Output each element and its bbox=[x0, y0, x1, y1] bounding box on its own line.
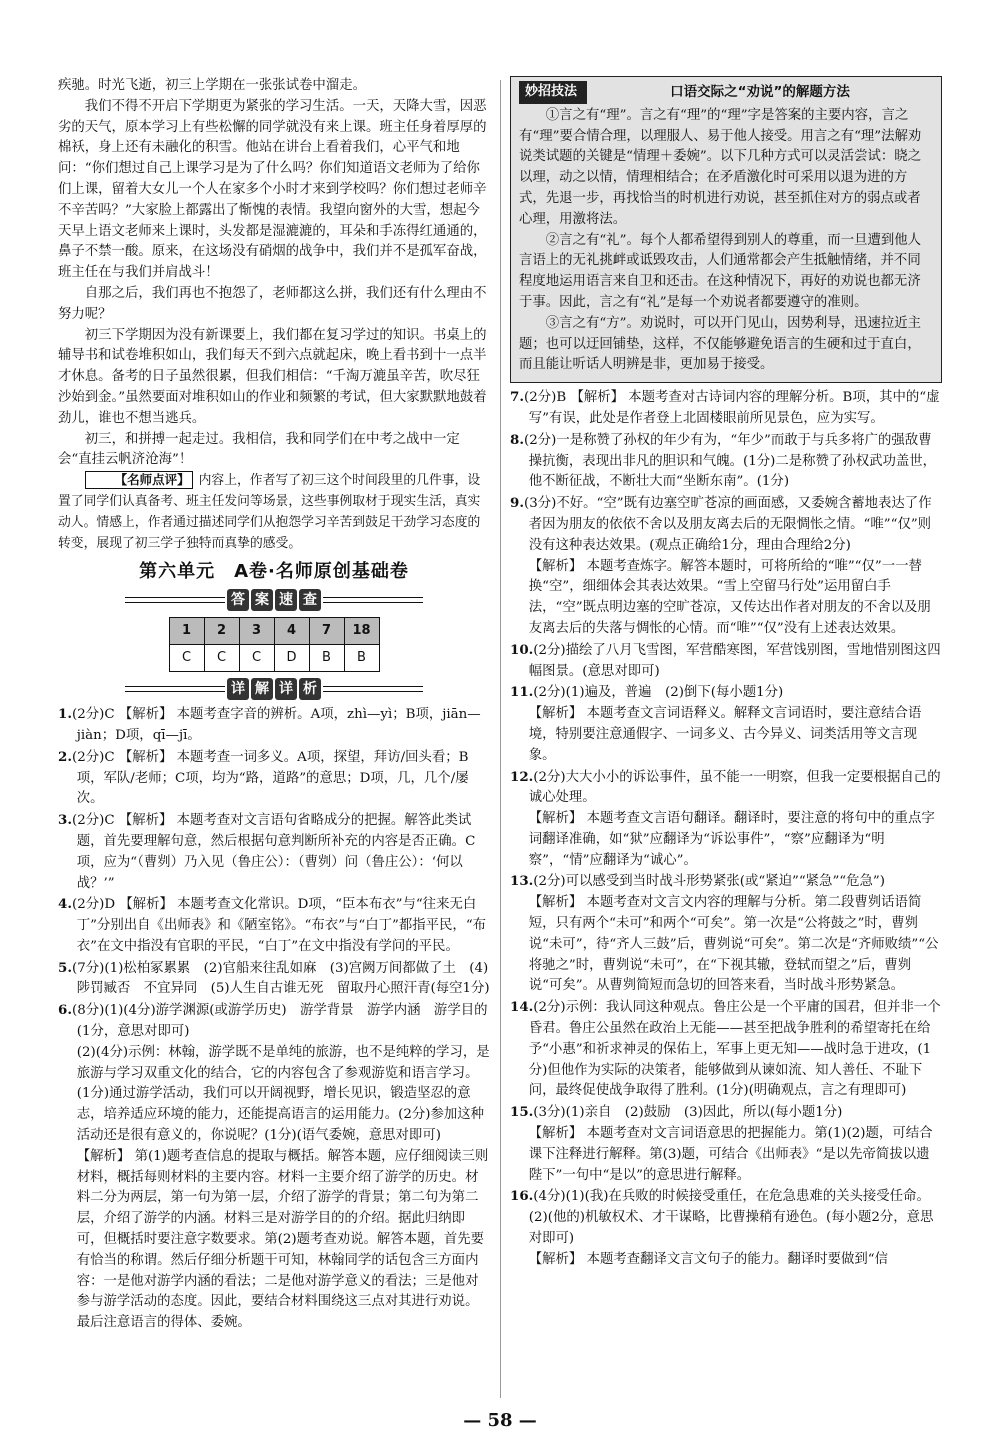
item-number: 2. bbox=[58, 748, 72, 765]
detail-banner bbox=[58, 678, 490, 700]
answer-item bbox=[510, 871, 942, 997]
right-column bbox=[510, 76, 942, 1271]
left-column bbox=[58, 76, 490, 1334]
item-text: (2分)B 【解析】 本题考查对古诗词内容的理解分析。B项，其中的“虚写”有误，此处是作者登上北固楼眼前所见景色，应为实写。 bbox=[523, 390, 940, 426]
item-text: (2)(4分)示例：林翰，游学既不是单纯的旅游，也不是纯粹的学习，是旅游与学习双重文化的结合，它的内容包含了参观游览和语言学习。(1分)通过游学活动，我们可以开阔视野，增长见识，锻造坚忍的意志，培养适应环境的能力，还能提高语言的运用能力。(2分)参加这种活动还是很有意义的，你说呢？(1分)(语气委婉，意思对即可) bbox=[76, 1044, 490, 1144]
answer-item bbox=[510, 1102, 942, 1186]
teacher-comment bbox=[58, 471, 490, 554]
answer-item bbox=[58, 1000, 490, 1334]
item-number: 16. bbox=[510, 1188, 534, 1205]
banner-char: 详 bbox=[275, 678, 297, 700]
banner-char: 案 bbox=[251, 589, 273, 611]
item-text: 【解析】 本题考查翻译文言文句子的能力。翻译时要做到“信 bbox=[528, 1251, 889, 1267]
question-number: 1 bbox=[169, 618, 204, 645]
tip-box bbox=[510, 76, 942, 383]
item-text: (2分)一是称赞了孙权的年少有为，“年少”而敢于与兵多将广的强敌曹操抗衡，表现出非凡的胆识和气魄。(1分)二是称赞了孙权武功盖世，他不断征战，不断壮大而“坐断东南”。(1分) bbox=[523, 432, 937, 490]
answer-item bbox=[58, 810, 490, 894]
item-text: (4分)(1)(我)在兵败的时候接受重任，在危急患难的关头接受任命。 bbox=[533, 1189, 930, 1205]
item-text: (2分)可以感受到当时战斗形势紧张(或“紧迫”“紧急”“危急”) bbox=[533, 874, 885, 890]
essay bbox=[58, 76, 490, 471]
item-text: (3分)(1)亲自 (2)鼓励 (3)因此，所以(每小题1分) bbox=[533, 1105, 843, 1121]
answer-item bbox=[510, 387, 942, 430]
banner-char: 详 bbox=[227, 678, 249, 700]
item-number: 7. bbox=[510, 389, 524, 406]
item-text: (2分)大大小小的诉讼事件，虽不能一一明察，但我一定要根据自己的诚心处理。 bbox=[528, 769, 941, 806]
item-text: 【解析】 本题考查对文言词语意思的把握能力。第(1)(2)题，可结合课下注释进行解释。第(3)题，可结合《出师表》“是以先帝简拔以遗陛下”一句中“是以”的意思进行解释。 bbox=[528, 1126, 933, 1183]
item-number: 1. bbox=[58, 706, 72, 723]
comment-text: 内容上，作者写了初三这个时间段里的几件事，设置了同学们认真备考、班主任发问等场景，这些事例取材于现实生活，真实动人。情感上，作者通过描述同学们从抱怨学习辛苦到鼓足干劲学习态度的转变，展现了初三学子独特而真挚的感受。 bbox=[58, 473, 481, 551]
item-text: (8分)(1)(4分)游学渊源(或游学历史) 游学背景 游学内涵 游学目的(1分，意思对即可) bbox=[71, 1003, 488, 1040]
question-number: 18 bbox=[344, 618, 379, 645]
item-text: 【解析】 本题考查对文言文内容的理解与分析。第二段曹刿话语简短，只有两个“未可”和两个“可矣”。第一次是“公将鼓之”时，曹刿说“未可”，待“齐人三鼓”后，曹刿说“可矣”。第二次是“齐师败绩”“公将驰之”时，曹刿说“未可”，在“下视其辙，登轼而望之”后，曹刿说“可矣”。从曹刿简短而急切的回答来看，当时战斗形势紧急。 bbox=[528, 895, 939, 994]
item-number: 13. bbox=[510, 873, 534, 890]
answer-item bbox=[510, 430, 942, 493]
answer-letter: B bbox=[309, 645, 344, 672]
unit-title: 第六单元 A卷·名师原创基础卷 bbox=[139, 561, 409, 583]
left-answer-list bbox=[58, 704, 490, 1334]
answer-item bbox=[510, 767, 942, 872]
answer-item bbox=[58, 958, 490, 1001]
question-number: 2 bbox=[204, 618, 239, 645]
answer-item bbox=[510, 1186, 942, 1270]
essay-paragraph: 自那之后，我们再也不抱怨了，老师都这么拼，我们还有什么理由不努力呢？ bbox=[58, 285, 487, 322]
right-answer-list bbox=[510, 387, 942, 1270]
item-text: (2分)D 【解析】 本题考查文化常识。D项，“臣本布衣”与“往来无白丁”分别出自《出师表》和《陋室铭》。“布衣”与“白丁”都指平民，“布衣”在文中指没有官职的平民，“白丁”在文中指没有学问的平民。 bbox=[71, 897, 487, 954]
item-text: (2分)(1)遍及，普遍 (2)倒下(每小题1分) bbox=[533, 685, 784, 701]
item-number: 5. bbox=[58, 959, 72, 976]
tip-title: 口语交际之“劝说”的解题方法 bbox=[670, 84, 850, 100]
essay-paragraph: 初三，和拼搏一起走过。我相信，我和同学们在中考之战中一定会“直挂云帆济沧海”！ bbox=[58, 431, 460, 468]
item-number: 11. bbox=[510, 684, 534, 701]
item-text: 【解析】 本题考查文言词语释义。解释文言词语时，要注意结合语境，特别要注意通假字、一词多义、古今异义、词类活用等文言现象。 bbox=[528, 706, 922, 763]
essay-paragraph: 初三下学期因为没有新课要上，我们都在复习学过的知识。书桌上的辅导书和试卷堆积如山，我们每天不到六点就起床，晚上看书到十一点半才休息。备考的日子虽然很累，但我们相信：“千淘万漉虽辛苦，吹尽狂沙始到金。”虽然要面对堆积如山的作业和频繁的考试，但大家默默地鼓着劲儿，谁也不想当逃兵。 bbox=[58, 327, 487, 426]
page-number: — 58 — bbox=[463, 1410, 537, 1431]
essay-paragraph: 我们不得不开启下学期更为紧张的学习生活。一天，天降大雪，因恶劣的天气，原本学习上有些松懈的同学就没有来上课。班主任身着厚厚的棉袄，身上还有未融化的积雪。他站在讲台上看着我们，心平气和地问：“你们想过自己上课学习是为了什么吗？你们知道语文老师为了给你们上课，留着大女儿一个人在家多个小时才来到学校吗？你们想过老师辛不辛苦吗？”大家脸上都露出了惭愧的表情。我望向窗外的大雪，想起今天早上语文老师来上课时，头发都是湿漉漉的，耳朵和手冻得红通通的，鼻子不禁一酸。原来，在这场没有硝烟的战争中，我们并不是孤军奋战，班主任在与我们并肩战斗！ bbox=[58, 98, 487, 281]
item-text: 【解析】 本题考查文言语句翻译。翻译时，要注意的将句中的重点字词翻译准确，如“狱”应翻译为“诉讼事件”，“察”应翻译为“明察”，“情”应翻译为“诚心”。 bbox=[528, 811, 935, 868]
question-number: 3 bbox=[239, 618, 274, 645]
answer-number-row bbox=[169, 618, 379, 645]
answer-letter: B bbox=[344, 645, 379, 672]
item-text: (2)(他的)机敏权术、才干谋略，比曹操稍有逊色。(每小题2分，意思对即可) bbox=[528, 1210, 934, 1247]
tip-paragraph: ③言之有“方”。劝说时，可以开门见山，因势利导，迅速拉近主题；也可以迂回铺垫，这样，不仅能够避免语言的生硬和过于直白，而且能让听话人明辨是非，更加易于接受。 bbox=[519, 315, 922, 373]
tip-tag: 妙招技法 bbox=[519, 81, 587, 104]
answer-letter: C bbox=[204, 645, 239, 672]
answer-letter: D bbox=[274, 645, 309, 672]
banner-char: 查 bbox=[299, 589, 321, 611]
answer-item bbox=[58, 747, 490, 810]
item-number: 14. bbox=[510, 999, 534, 1016]
answer-item bbox=[58, 704, 490, 747]
answer-item bbox=[510, 493, 942, 640]
answer-letter: C bbox=[239, 645, 274, 672]
answer-letter-row bbox=[169, 645, 379, 672]
item-number: 12. bbox=[510, 768, 534, 785]
item-text: (2分)C 【解析】 本题考查字音的辨析。A项，zhì—yì；B项，jiān—jiàn；D项，qī—jī。 bbox=[71, 707, 481, 743]
item-text: (3分)不好。“空”既有边塞空旷苍凉的画面感，又委婉含蓄地表达了作者因为朋友的依依不舍以及朋友离去后的无限惆怅之情。“唯”“仅”则没有这种表达效果。(观点正确给1分，理由合理给2分) bbox=[523, 496, 932, 553]
tip-paragraph: ①言之有“理”。言之有“理”的“理”字是答案的主要内容，言之有“理”要合情合理，以理服人、易于他人接受。用言之有“理”法解劝说类试题的关键是“情理＋委婉”。以下几种方式可以灵活尝试：晓之以理，动之以情，情理相结合；在矛盾激化时可采用以退为进的方式，先退一步，再找恰当的时机进行劝说，甚至抓住对方的弱点或者心理，用激将法。 bbox=[519, 107, 922, 227]
item-text: 【解析】 第(1)题考查信息的提取与概括。解答本题，应仔细阅读三则材料，概括每则材料的主要内容。材料一主要介绍了游学的历史。材料二分为两层，第一句为第一层，介绍了游学的背景；第二句为第二层，介绍了游学的内涵。材料三是对游学目的的介绍。据此归纳即可，但概括时要注意字数要求。第(2)题考查劝说。解答本题，首先要有恰当的称谓。然后仔细分析题干可知，林翰同学的话包含三方面内容：一是他对游学内涵的看法；二是他对游学意义的看法；三是他对参与游学活动的态度。因此，要结合材料围绕这三点对其进行劝说。最后注意语言的得体、委婉。 bbox=[76, 1148, 489, 1331]
item-text: (2分)C 【解析】 本题考查一词多义。A项，探望，拜访/回头看；B项，军队/老师；C项，均为“路，道路”的意思；D项，几，几个/屡次。 bbox=[71, 749, 469, 807]
item-text: (2分)C 【解析】 本题考查对文言语句省略成分的把握。解答此类试题，首先要理解句意，然后根据句意判断所补充的内容是否正确。C项，应为“（曹刿）乃入见（鲁庄公）：（曹刿）问（鲁庄公）：‘何以战？’” bbox=[71, 813, 476, 891]
answer-table bbox=[169, 617, 380, 672]
column-divider bbox=[500, 80, 501, 1398]
item-number: 6. bbox=[58, 1002, 72, 1019]
item-text: 【解析】 本题考查炼字。解答本题时，可将所给的“唯”“仅”一一替换“空”，细细体会其表达效果。“雪上空留马行处”运用留白手法，“空”既点明边塞的空旷苍凉，又传达出作者对朋友的不舍以及朋友离去后的失落与惆怅的心情。而“唯”“仅”没有上述表达效果。 bbox=[528, 558, 931, 636]
item-number: 15. bbox=[510, 1104, 534, 1121]
comment-tag: 【名师点评】 bbox=[85, 471, 193, 489]
essay-paragraph: 疾驰。时光飞逝，初三上学期在一张张试卷中溜走。 bbox=[58, 78, 366, 93]
item-number: 9. bbox=[510, 495, 524, 512]
answer-item bbox=[510, 640, 942, 683]
answer-item bbox=[510, 997, 942, 1102]
item-text: (2分)示例：我认同这种观点。鲁庄公是一个平庸的国君，但并非一个昏君。鲁庄公虽然在政治上无能——甚至把战争胜利的希望寄托在给予“小惠”和祈求神灵的保佑上，军事上更无知——战时急于进攻，(1分)但他作为实际的决策者，能够做到从谏如流、知人善任、不耻下问，最终促使战争取得了胜利。(1分)(明确观点，言之有理即可) bbox=[528, 1000, 941, 1099]
banner-char: 析 bbox=[299, 678, 321, 700]
answer-item bbox=[58, 894, 490, 957]
item-number: 8. bbox=[510, 431, 524, 448]
item-number: 4. bbox=[58, 896, 72, 913]
answer-letter: C bbox=[169, 645, 204, 672]
tip-paragraph: ②言之有“礼”。每个人都希望得到别人的尊重，而一旦遭到他人言语上的无礼挑衅或诋毁攻击，人们通常都会产生抵触情绪，并不同程度地运用语言来自卫和还击。在这种情况下，再好的劝说也都无济于事。因此，言之有“礼”是每一个劝说者都要遵守的准则。 bbox=[519, 232, 922, 310]
question-number: 4 bbox=[274, 618, 309, 645]
item-text: (7分)(1)松柏冢累累 (2)官船来往乱如麻 (3)宫阙万间都做了土 (4)陟罚臧否 不宜异同 (5)人生自古谁无死 留取丹心照汗青(每空1分) bbox=[71, 960, 490, 997]
item-number: 10. bbox=[510, 641, 534, 658]
banner-char: 解 bbox=[251, 678, 273, 700]
item-text: (2分)描绘了八月飞雪图，军营酷寒图，军营饯别图，雪地惜别图这四幅图景。(意思对即可) bbox=[528, 642, 941, 679]
banner-char: 速 bbox=[275, 589, 297, 611]
answer-banner bbox=[58, 589, 490, 611]
item-number: 3. bbox=[58, 812, 72, 829]
banner-char: 答 bbox=[227, 589, 249, 611]
answer-item bbox=[510, 682, 942, 766]
question-number: 7 bbox=[309, 618, 344, 645]
